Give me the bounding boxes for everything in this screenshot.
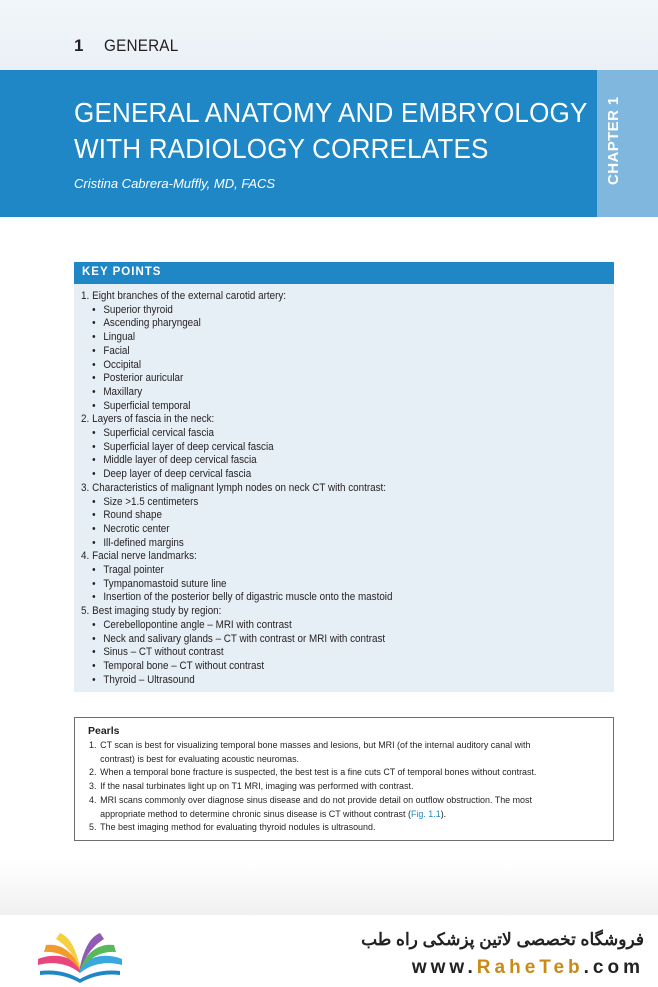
pearl-item	[89, 794, 568, 808]
key-point-subitem	[81, 441, 569, 455]
key-point-item	[81, 482, 569, 496]
section-title: GENERAL	[104, 36, 179, 55]
pearl-item	[89, 821, 568, 835]
chapter-title	[74, 95, 588, 167]
pearl-item	[89, 739, 568, 753]
key-point-item	[81, 290, 569, 304]
bullet-icon: •	[92, 372, 96, 385]
bullet-icon: •	[92, 536, 96, 549]
watermark-url-suffix: .com	[583, 957, 644, 978]
pearl-number: 4.	[89, 794, 97, 806]
key-point-subitem-text: Posterior auricular	[103, 372, 184, 385]
key-point-subitem	[81, 633, 569, 647]
bullet-icon: •	[92, 673, 96, 686]
key-point-subitem	[81, 386, 569, 400]
book-logo-icon	[30, 925, 130, 985]
pearl-text: When a temporal bone fracture is suspected, the best test is a fine cuts CT of temporal bones without contrast.	[100, 767, 537, 779]
key-point-subitem-text: Neck and salivary glands – CT with contrast or MRI with contrast	[103, 632, 386, 645]
key-point-subitem	[81, 372, 569, 386]
key-point-subitem-text: Superior thyroid	[103, 303, 173, 316]
key-points-box	[74, 262, 614, 692]
pearl-number: 2.	[89, 767, 97, 779]
key-point-subitem-text: Round shape	[103, 509, 162, 522]
key-point-subitem-text: Facial	[103, 344, 130, 357]
key-point-item	[81, 605, 569, 619]
key-point-subitem	[81, 646, 569, 660]
key-point-subitem	[81, 619, 569, 633]
pearl-item-continuation	[89, 808, 568, 822]
key-point-subitem	[81, 317, 569, 331]
key-point-subitem	[81, 509, 569, 523]
key-point-subitem	[81, 578, 569, 592]
key-point-text: Facial nerve landmarks:	[92, 550, 197, 563]
bullet-icon: •	[92, 618, 96, 631]
bullet-icon: •	[92, 440, 96, 453]
bullet-icon: •	[92, 509, 96, 522]
key-point-subitem-text: Thyroid – Ultrasound	[103, 673, 195, 686]
key-point-subitem	[81, 304, 569, 318]
key-point-subitem-text: Cerebellopontine angle – MRI with contrast	[103, 618, 292, 631]
key-point-subitem-text: Insertion of the posterior belly of digastric muscle onto the mastoid	[103, 591, 393, 604]
bullet-icon: •	[92, 317, 96, 330]
key-point-number: 1.	[81, 290, 90, 302]
key-point-item	[81, 550, 569, 564]
pearl-item	[89, 780, 568, 794]
bullet-icon: •	[92, 495, 96, 508]
bullet-icon: •	[92, 522, 96, 535]
key-point-subitem-text: Maxillary	[103, 385, 143, 398]
page-bottom-fade	[0, 860, 658, 920]
key-point-subitem-text: Superficial temporal	[103, 399, 191, 412]
key-point-text: Layers of fascia in the neck:	[92, 413, 215, 426]
bullet-icon: •	[92, 577, 96, 590]
pearls-heading: Pearls	[88, 725, 120, 737]
key-point-subitem-text: Size >1.5 centimeters	[103, 495, 199, 508]
bullet-icon: •	[92, 344, 96, 357]
pearl-item	[89, 766, 568, 780]
key-point-subitem-text: Lingual	[103, 331, 136, 344]
pearl-text-tail: ).	[440, 808, 447, 820]
pearl-item-continuation	[89, 753, 568, 767]
watermark-url	[412, 957, 644, 979]
bullet-icon: •	[92, 632, 96, 645]
bullet-icon: •	[92, 331, 96, 344]
bullet-icon: •	[92, 399, 96, 412]
pearl-number: 5.	[89, 822, 97, 834]
pearl-text: appropriate method to determine chronic sinus disease is CT without contrast (	[100, 808, 411, 820]
key-point-subitem-text: Temporal bone – CT without contrast	[103, 659, 265, 672]
running-header	[0, 0, 658, 70]
key-point-text: Eight branches of the external carotid artery:	[92, 290, 287, 302]
key-point-subitem	[81, 454, 569, 468]
pearl-text: MRI scans commonly over diagnose sinus disease and do not provide detail on outflow obstruction. The most	[100, 794, 532, 806]
key-point-number: 2.	[81, 413, 90, 426]
chapter-tab-label: CHAPTER 1	[605, 96, 622, 185]
bullet-icon: •	[92, 468, 96, 481]
chapter-tab	[597, 70, 658, 217]
key-point-subitem-text: Ill-defined margins	[103, 536, 184, 549]
key-point-subitem-text: Occipital	[103, 358, 142, 371]
pearl-text: The best imaging method for evaluating thyroid nodules is ultrasound.	[100, 822, 376, 834]
key-points-list	[81, 290, 606, 687]
key-point-subitem-text: Tragal pointer	[103, 564, 164, 577]
key-points-header	[74, 262, 614, 284]
bullet-icon: •	[92, 659, 96, 672]
key-point-number: 5.	[81, 605, 90, 618]
bullet-icon: •	[92, 591, 96, 604]
figure-reference-link[interactable]: Fig. 1.1	[410, 808, 441, 820]
bullet-icon: •	[92, 358, 96, 371]
key-point-subitem	[81, 660, 569, 674]
key-point-text: Characteristics of malignant lymph nodes on neck CT with contrast:	[92, 481, 387, 494]
pearl-number: 1.	[89, 740, 97, 751]
key-point-subitem-text: Sinus – CT without contrast	[103, 646, 224, 659]
pearl-text: contrast) is best for evaluating acoustic neuromas.	[100, 753, 300, 765]
pearls-box	[74, 717, 614, 841]
pearl-number: 3.	[89, 781, 97, 793]
chapter-title-line: WITH RADIOLOGY CORRELATES	[74, 133, 489, 164]
key-point-text: Best imaging study by region:	[92, 605, 222, 618]
key-point-number: 4.	[81, 550, 90, 563]
key-point-subitem	[81, 359, 569, 373]
key-points-heading: KEY POINTS	[82, 266, 162, 278]
key-point-subitem-text: Necrotic center	[103, 522, 170, 535]
chapter-author: Cristina Cabrera-Muffly, MD, FACS	[74, 176, 276, 191]
key-point-subitem-text: Ascending pharyngeal	[103, 317, 201, 330]
key-point-subitem	[81, 564, 569, 578]
watermark-url-prefix: www.	[411, 957, 477, 978]
pearls-list	[89, 739, 604, 835]
bullet-icon: •	[92, 385, 96, 398]
key-point-subitem	[81, 591, 569, 605]
key-point-subitem	[81, 331, 569, 345]
bullet-icon: •	[92, 564, 96, 577]
key-point-subitem-text: Deep layer of deep cervical fascia	[103, 468, 252, 481]
key-point-subitem-text: Superficial cervical fascia	[103, 427, 214, 440]
pearl-text: CT scan is best for visualizing temporal bone masses and lesions, but MRI (of the internal auditory canal with	[100, 740, 531, 751]
bullet-icon: •	[92, 427, 96, 440]
pearl-text: If the nasal turbinates light up on T1 MRI, imaging was performed with contrast.	[100, 781, 414, 793]
key-point-subitem	[81, 345, 569, 359]
key-point-subitem	[81, 400, 569, 414]
key-point-subitem	[81, 468, 569, 482]
key-point-number: 3.	[81, 481, 90, 494]
chapter-number: 1	[74, 36, 84, 55]
watermark-url-brand: RaheTeb	[476, 957, 584, 978]
bullet-icon: •	[92, 646, 96, 659]
key-point-subitem	[81, 427, 569, 441]
key-point-subitem	[81, 537, 569, 551]
key-point-subitem	[81, 523, 569, 537]
key-point-subitem-text: Superficial layer of deep cervical fascia	[103, 440, 274, 453]
key-point-subitem-text: Middle layer of deep cervical fascia	[103, 454, 257, 467]
chapter-title-line: GENERAL ANATOMY AND EMBRYOLOGY	[74, 97, 588, 128]
key-point-subitem	[81, 674, 569, 688]
key-point-subitem	[81, 496, 569, 510]
watermark-store-name: فروشگاه تخصصی لاتین پزشکی راه طب	[361, 930, 644, 949]
key-point-subitem-text: Tympanomastoid suture line	[103, 577, 227, 590]
bullet-icon: •	[92, 454, 96, 467]
bullet-icon: •	[92, 303, 96, 316]
key-point-item	[81, 413, 569, 427]
